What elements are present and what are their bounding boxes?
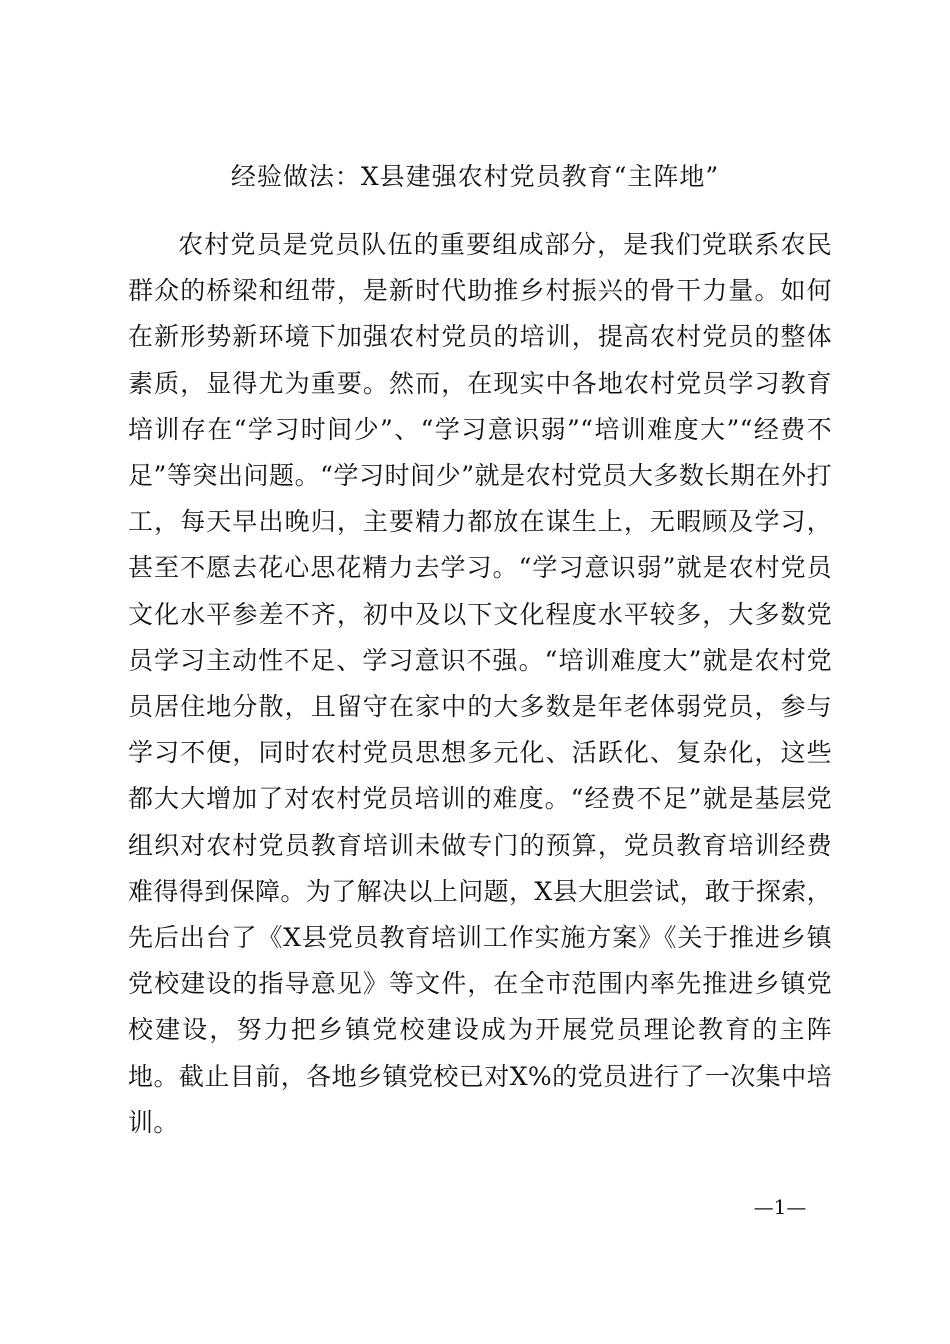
document-title: 经验做法：X县建强农村党员教育“主阵地”: [230, 162, 720, 191]
page-number: —1—: [753, 1195, 807, 1219]
body-paragraph: 农村党员是党员队伍的重要组成部分，是我们党联系农民群众的桥梁和纽带，是新时代助推乡村振兴的骨干力量。如何在新形势新环境下加强农村党员的培训，提高农村党员的整体素质，显得尤为重要。然而，在现实中各地农村党员学习教育培训存在“学习时间少”、“学习意识弱”“培训难度大”“经费不足”等突出问题。“学习时间少”就是农村党员大多数长期在外打工，每天早出晚归，主要精力都放在谋生上，无暇顾及学习，甚至不愿去花心思花精力去学习。“学习意识弱”就是农村党员文化水平参差不齐，初中及以下文化程度水平较多，大多数党员学习主动性不足、学习意识不强。“培训难度大”就是农村党员居住地分散，且留守在家中的大多数是年老体弱党员，参与学习不便，同时农村党员思想多元化、活跃化、复杂化，这些都大大增加了对农村党员培训的难度。“经费不足”就是基层党组织对农村党员教育培训未做专门的预算，党员教育培训经费难得得到保障。为了解决以上问题，X县大胆尝试，敢于探索，先后出台了《X县党员教育培训工作实施方案》《关于推进乡镇党校建设的指导意见》等文件，在全市范围内率先推进乡镇党校建设，努力把乡镇党校建设成为开展党员理论教育的主阵地。截止目前，各地乡镇党校已对X%的党员进行了一次集中培训。: [128, 230, 832, 1137]
